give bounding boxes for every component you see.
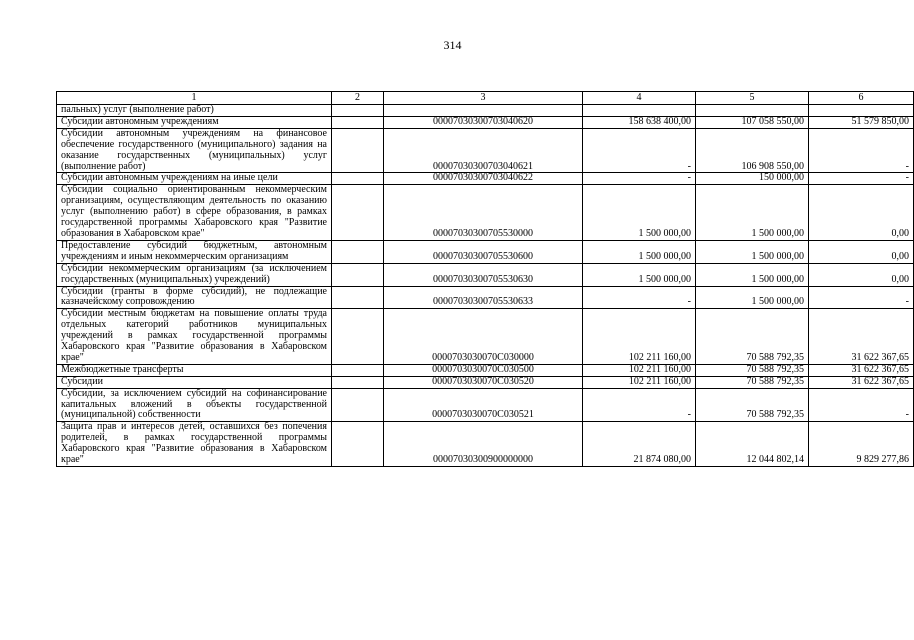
row-value-4: - <box>583 388 696 422</box>
row-value-4: 1 500 000,00 <box>583 185 696 241</box>
row-value-4: 102 211 160,00 <box>583 364 696 376</box>
row-value-6: - <box>809 388 914 422</box>
row-code: 00007030300703040620 <box>384 116 583 128</box>
row-name: Субсидии социально ориентированным некоммерческим организациям, осуществляющим деятельность по оказанию услуг (выполнению работ) в сфере образования, в рамках государственной программы Хабаровского края "Развитие образования в Хабаровском крае" <box>57 185 332 241</box>
row-value-4: 102 211 160,00 <box>583 376 696 388</box>
row-col2 <box>332 286 384 309</box>
row-name: Предоставление субсидий бюджетным, автономным учреждениям и иным некоммерческим организациям <box>57 240 332 263</box>
row-name: Субсидии <box>57 376 332 388</box>
table-row <box>57 286 914 309</box>
row-col2 <box>332 185 384 241</box>
budget-table <box>56 91 914 467</box>
row-col2 <box>332 263 384 286</box>
row-value-5: 106 908 550,00 <box>696 128 809 173</box>
row-col2 <box>332 240 384 263</box>
table-row <box>57 240 914 263</box>
row-value-5: 70 588 792,35 <box>696 388 809 422</box>
row-value-6: 31 622 367,65 <box>809 364 914 376</box>
row-name: Субсидии, за исключением субсидий на софинансирование капитальных вложений в объекты государственной (муниципальной) собственности <box>57 388 332 422</box>
row-value-5: 1 500 000,00 <box>696 185 809 241</box>
row-col2 <box>332 309 384 365</box>
row-col2 <box>332 128 384 173</box>
row-value-5: 70 588 792,35 <box>696 376 809 388</box>
table-row <box>57 128 914 173</box>
row-value-4: 102 211 160,00 <box>583 309 696 365</box>
column-header: 2 <box>332 92 384 105</box>
row-code: 0000703030070C030000 <box>384 309 583 365</box>
row-value-6: 0,00 <box>809 263 914 286</box>
row-value-6: 9 829 277,86 <box>809 422 914 467</box>
table-row <box>57 185 914 241</box>
table-row <box>57 105 914 117</box>
row-value-4: 21 874 080,00 <box>583 422 696 467</box>
row-name: Субсидии автономным учреждениям <box>57 116 332 128</box>
column-header: 3 <box>384 92 583 105</box>
row-value-6: 31 622 367,65 <box>809 309 914 365</box>
row-value-5: 107 058 550,00 <box>696 116 809 128</box>
row-name: Защита прав и интересов детей, оставшихся без попечения родителей, в рамках государственной программы Хабаровского края "Развитие образования в Хабаровском крае" <box>57 422 332 467</box>
table-row <box>57 364 914 376</box>
table-header-row <box>57 92 914 105</box>
row-col2 <box>332 388 384 422</box>
row-value-6: 31 622 367,65 <box>809 376 914 388</box>
row-col2 <box>332 116 384 128</box>
row-name: Субсидии автономным учреждениям на финансовое обеспечение государственного (муниципального) задания на оказание государственных (муниципальных) услуг (выполнение работ) <box>57 128 332 173</box>
table-row <box>57 422 914 467</box>
row-value-4: 158 638 400,00 <box>583 116 696 128</box>
row-code: 0000703030070C030521 <box>384 388 583 422</box>
row-col2 <box>332 364 384 376</box>
table-row <box>57 263 914 286</box>
table-row <box>57 173 914 185</box>
row-value-5: 1 500 000,00 <box>696 240 809 263</box>
row-value-5 <box>696 105 809 117</box>
row-value-5: 1 500 000,00 <box>696 286 809 309</box>
row-value-4: - <box>583 286 696 309</box>
row-value-6: - <box>809 173 914 185</box>
row-value-6: - <box>809 286 914 309</box>
row-value-4: 1 500 000,00 <box>583 240 696 263</box>
table-row <box>57 309 914 365</box>
row-value-6: 51 579 850,00 <box>809 116 914 128</box>
row-name: Межбюджетные трансферты <box>57 364 332 376</box>
row-name: Субсидии (гранты в форме субсидий), не подлежащие казначейскому сопровождению <box>57 286 332 309</box>
row-value-5: 70 588 792,35 <box>696 364 809 376</box>
row-code <box>384 105 583 117</box>
table-row <box>57 116 914 128</box>
row-code: 00007030300705530600 <box>384 240 583 263</box>
row-name: Субсидии местным бюджетам на повышение оплаты труда отдельных категорий работников муниципальных учреждений в рамках государственной программы Хабаровского края "Развитие образования в Хабаровском крае" <box>57 309 332 365</box>
row-name: Субсидии автономным учреждениям на иные цели <box>57 173 332 185</box>
row-value-5: 12 044 802,14 <box>696 422 809 467</box>
row-value-4 <box>583 105 696 117</box>
row-name: пальных) услуг (выполнение работ) <box>57 105 332 117</box>
row-value-4: 1 500 000,00 <box>583 263 696 286</box>
column-header: 6 <box>809 92 914 105</box>
row-value-4: - <box>583 173 696 185</box>
column-header: 1 <box>57 92 332 105</box>
column-header: 4 <box>583 92 696 105</box>
row-col2 <box>332 105 384 117</box>
row-code: 00007030300900000000 <box>384 422 583 467</box>
row-col2 <box>332 422 384 467</box>
table-row <box>57 376 914 388</box>
table-row <box>57 388 914 422</box>
row-code: 00007030300705530633 <box>384 286 583 309</box>
row-code: 00007030300703040622 <box>384 173 583 185</box>
row-name: Субсидии некоммерческим организациям (за исключением государственных (муниципальных) учреждений) <box>57 263 332 286</box>
row-value-6: 0,00 <box>809 185 914 241</box>
row-code: 00007030300703040621 <box>384 128 583 173</box>
column-header: 5 <box>696 92 809 105</box>
row-value-6 <box>809 105 914 117</box>
row-value-5: 150 000,00 <box>696 173 809 185</box>
row-code: 00007030300705530630 <box>384 263 583 286</box>
row-col2 <box>332 173 384 185</box>
row-value-5: 70 588 792,35 <box>696 309 809 365</box>
row-code: 0000703030070C030520 <box>384 376 583 388</box>
row-value-6: 0,00 <box>809 240 914 263</box>
row-value-5: 1 500 000,00 <box>696 263 809 286</box>
page-number: 314 <box>443 38 462 52</box>
row-col2 <box>332 376 384 388</box>
row-value-4: - <box>583 128 696 173</box>
row-code: 0000703030070C030500 <box>384 364 583 376</box>
row-value-6: - <box>809 128 914 173</box>
row-code: 00007030300705530000 <box>384 185 583 241</box>
